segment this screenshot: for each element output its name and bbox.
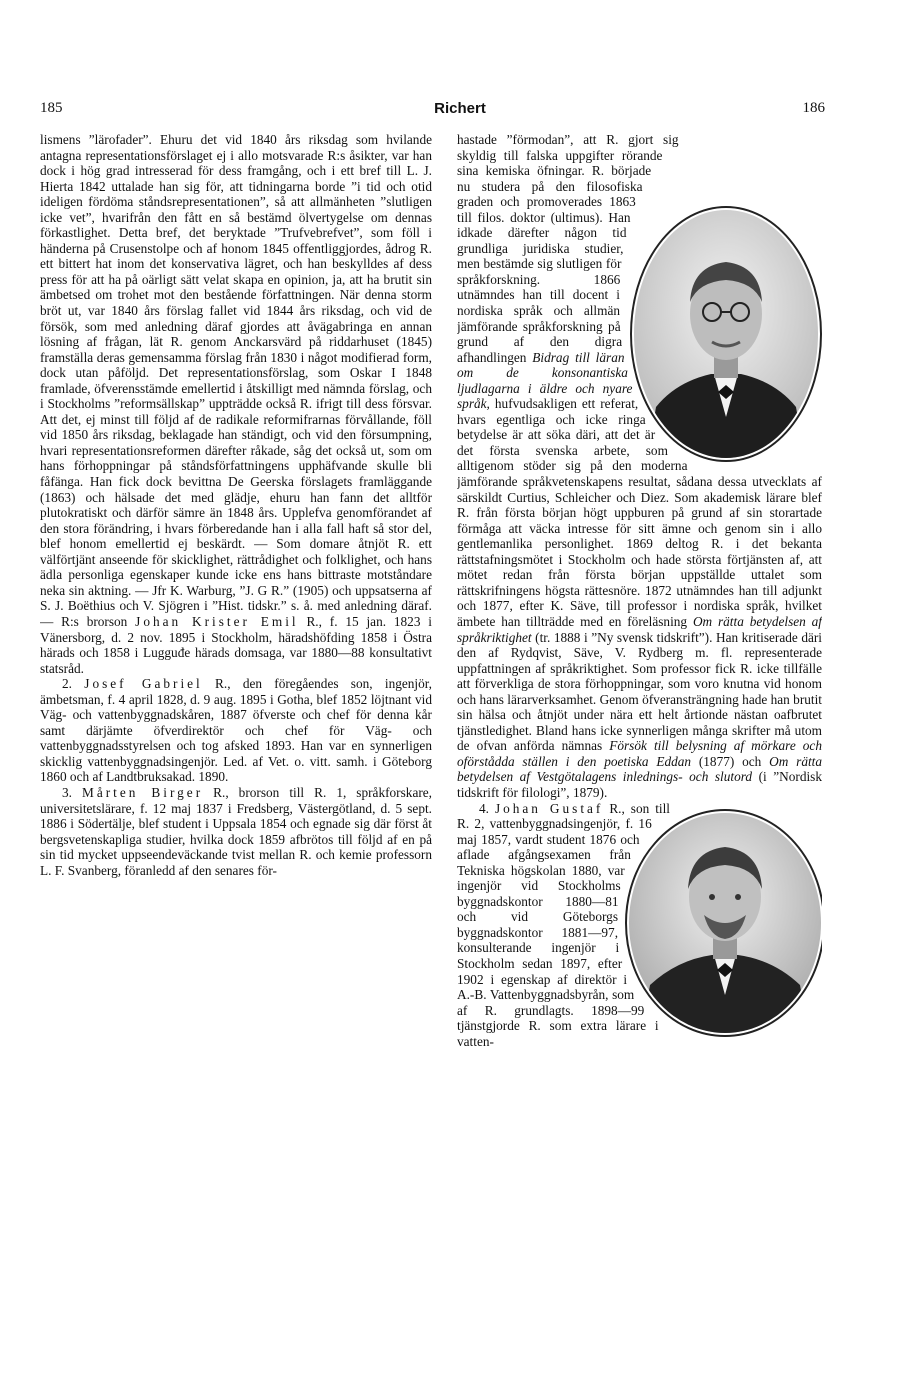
person-name: Johan Gustaf: [494, 800, 604, 816]
paragraph-3: 3. Mårten Birger R., brorson till R. 1, språkforskare, universitetslärare, f. 12 maj 1837 i Fredsberg, Västergötland, d. 5 sept. 1886 i Södertälje, blef student i Uppsala 1854 och egnade sig där först åt bergsvetenskapliga studier, hvilka dock 1859 afbrötos till följd af en på sin tid mycket uppseendeväckande tvist mellan R. och kemie professorn L. F. Svanberg, föranledd af den senares för-: [40, 784, 432, 878]
running-title: Richert: [434, 100, 486, 117]
work-title: Försök till belysning af mörkare och oförstådda ställen i den poetiska Eddan: [457, 738, 822, 769]
portrait-marten-birger-richert: [626, 202, 822, 466]
paragraph-1: lismens ”lärofader”. Ehuru det vid 1840 års riksdag som hvilande antagna representationsförslaget ej i allo motsvarade R:s åsikter, var han dock i hög grad intresserad för dess framgång, och i ett bref till L. J. Hierta 1842 uttalade han sig för, att tidningarna borde ”i tid och otid ideligen fördöma ståndsrepresentationen”, så att allmänheten ”slutligen icke vet”, hvarifrån den fått en så bestämd ölvertygelse om dennas förkastlighet. Detta bref, det beryktade ”Trufvebrefvet”, som föll i händerna på Crusenstolpe och af honom 1845 offentliggjordes, ådrog R. ett bittert hat inom det konservativa lägret, och han beskylldes af dess press för att ha på oärligt sätt velat skapa en opinion, ja, att ha brutit sin ämbetsed om trohet mot den bestående författningen. När denna storm bröt ut, var 1840 års förslag fallet vid 1844 års riksdag, och vid de försök, som med anledning däraf gjordes att åvägabringa en annan lösning af frågan, lät R. genom Anckarsvärd på riddarhuset (1845) framställa deras gemensamma förslag från 1830 i något modifierad form, dock utan påföljd. Det representationsförslag, som Oskar I 1848 framlade, öfverensstämde emellertid i åtskilligt med nämnda förslag, och i Stockholms ”reformsällskap” uppträdde också R. ifrigt till dess försvar. Att det, ej minst till följd af de radikale reformifrarnas förvållande, föll vid 1850 års riksdag, beklagade han ständigt, och vid den försumpning, hvari representationsreformen därefter råkade, såg det också ut, som om hans förhoppningar på ståndsförfattningens upphäfvande skulle bli fåfänga. Han fick dock bevittna De Geerska förslagets framläggande (1863) och hälsade det med glädje, ehuru han fann det alltför plutokratiskt och därför sämre än 1848 års. Upplefva genomförandet af den stora förändring, i hvars förberedande han i alla fall haft så stor del, blef honom emellertid ej beskärdt. — Som domare åtnjöt R. ett välförtjänt anseende för skicklighet, rättrådighet och folklighet, och hans ädla personliga egenskaper kunde icke ens hans bittraste motståndare neka sin aktning. — Jfr K. Warburg, ”J. G R.” (1905) och uppsatserna af S. J. Boëthius och V. Sjögren i ”Hist. tidskr.” s. å. med anledning däraf. — R:s brorson Johan Krister Emil R., f. 15 jan. 1823 i Vänersborg, d. 2 nov. 1895 i Stockholm, häradshöfding 1858 i Östra härads och 1858 i Lugguđe härads domsaga, var 1880—88 konsultativt statsråd.: [40, 132, 432, 676]
person-name: Josef Gabriel: [84, 676, 203, 692]
paragraph-2: 2. Josef Gabriel R., den föregåendes son, ingenjör, ämbetsman, f. 4 april 1828, d. 9 aug. 1895 i Gotha, blef 1852 löjtnant vid Väg- och vattenbyggnadskåren, 1887 öfverste och chef för denna kår samt därjämte öfverdirektör och chef för Väg- och vattenbyggnadsstyrelsen och tog afsked 1893. Han var en synnerligen skicklig vattenbyggnadsingenjör. Led. af Vet. o. vitt. samh. i Göteborg 1860 och af Landtbruksakad. 1890.: [40, 676, 432, 785]
work-title: Bidrag till läran om de konsonantiska ljudlagarna i äldre och nyare språk,: [457, 349, 633, 412]
work-title: Om rätta betydelsen af Vestgötalagens inlednings- och slutord: [457, 753, 822, 785]
paragraph-3-continued: hastade ”förmodan”, att R. gjort sig skyldig till falska uppgifter rörande sina kemiska öfningar. R. började nu studera på den filosofiska graden och promoverades 1863 till filos. doktor (ultimus). Han idkade därefter någon tid grundliga juridiska studier, men bestämde sig slutligen för språkforskning. 1866 utnämndes han till docent i nordiska språk och allmän jämförande språkforskning på grund af den digra afhandlingen Bidrag till läran om de konsonantiska ljudlagarna i äldre och nyare språk, hufvudsakligen ett referat, hvars egentliga och icke ringa betydelse är att söka däri, att det är det första svenska arbete, som alltigenom stöder sig på den moderna jämförande språkvetenskapens resultat, sådana dessa utvecklats af särskildt Curtius, Schleicher och Diez. Som akademisk lärare blef R. från första början högt uppburen på grund af sin storartade förmåga att väcka intresse för sitt ämne och genom sin i allo gentlemanlika personlighet. 1869 deltog R. i det bekanta rättstafningsmötet i Stockholm och hade största förtjänsten af, att mötet redan från första början uppställde uttalet som rättskrifningens högsta rättesnöre. 1872 utnämndes han till adjunkt och 1877, efter K. Säve, till professor i nordiska språk, hvilket ämbete han tillträdde med en föreläsning Om rätta betydelsen af språkriktighet (tr. 1888 i ”Ny svensk tidskrift”). Han kritiserade däri den af Rydqvist, Säve, V. Rydberg m. fl. representerade uppfattningen af språkriktighet. Som professor fick R. icke tillfälle att förverkliga de stora förhoppningar, som voro knutna vid honom och hans lärarverksamhet. Genom öfveransträngning hade han brutit sin hälsa och åtnjöt under nära ett helt årtionde nästan oafbrutet tjänstledighet. Bland hans icke synnerligen många skrifter må utom de ofvan anförda nämnas Försök till belysning af mörkare och oförstådda ställen i den poetiska Eddan (1877) och Om rätta betydelsen af Vestgötalagens inlednings- och slutord (i ”Nordisk tidskrift för filologi”, 1879).: [457, 132, 822, 800]
page-number-right: 186: [802, 100, 825, 116]
page-number-left: 185: [40, 100, 63, 116]
person-name: Johan Krister Emil: [135, 613, 299, 629]
left-column: [40, 132, 432, 1300]
right-column: [457, 132, 822, 1300]
paragraph-4: 4. Johan Gustaf R., son till R. 2, vattenbyggnadsingenjör, f. 16 maj 1857, vardt student 1876 och aflade afgångsexamen från Tekniska högskolan 1880, var ingenjör vid Stockholms byggnadskontor 1880—81 och vid Göteborgs byggnadskontor 1881—97, konsulterande ingenjör i Stockholm sedan 1897, efter 1902 i egenskap af direktör i A.-B. Vattenbyggnadsbyrån, som af R. grundlagts. 1898—99 tjänstgjorde R. som extra lärare i vatten-: [457, 800, 670, 1049]
person-name: Mårten Birger: [82, 784, 204, 800]
work-title: Om rätta betydelsen af språkriktighet: [457, 613, 822, 645]
portrait-johan-gustaf-richert: [622, 805, 822, 1041]
